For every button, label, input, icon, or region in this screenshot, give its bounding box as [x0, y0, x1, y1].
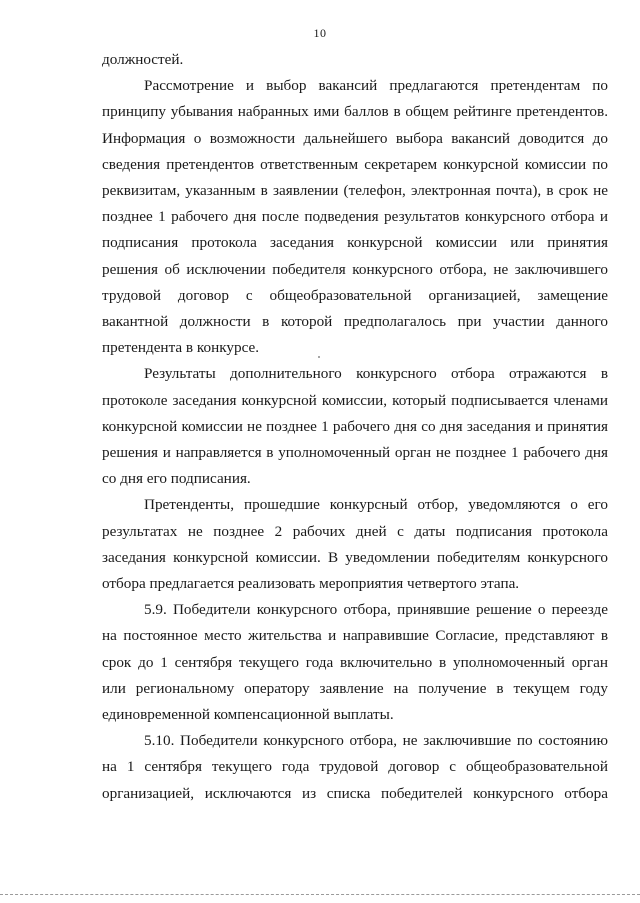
paragraph-notification: Претенденты, прошедшие конкурсный отбор, уведомляются о его результатах не позднее 2 рабочих дней с даты подписания протокола заседания конкурсной комиссии. В уведомлении победителям конкурсного отбора предлагается реализовать мероприятия четвертого этапа. — [102, 496, 608, 593]
page-number: 10 — [313, 26, 327, 40]
scan-speck — [318, 356, 320, 358]
paragraph-vacancy-selection: Рассмотрение и выбор вакансий предлагаются претендентам по принципу убывания набранных ими баллов в общем рейтинге претендентов. Информация о возможности дальнейшего выбора вакансий доводится до сведения претендентов ответственным секретарем конкурсной комиссии по реквизитам, указанным в заявлении (телефон, электронная почта), в срок не позднее 1 рабочего дня после подведения результатов конкурсного отбора и подписания протокола заседания конкурсной комиссии или принятия решения об исключении победителя конкурсного отбора, не заключившего трудовой договор с общеобразовательной организацией, замещение вакантной должности в которой предполагалось при участии данного претендента в конкурсе. — [102, 77, 608, 357]
paragraph-clause-5-9: 5.9. Победители конкурсного отбора, принявшие решение о переезде на постоянное место жительства и направившие Согласие, представляют в срок до 1 сентября текущего года включительно в уполномоченный орган или региональному оператору заявление на получение в текущем году единовременной компенсационной выплаты. — [102, 601, 608, 724]
page-bottom-edge — [0, 894, 640, 896]
paragraph-continuation: должностей. — [102, 51, 184, 68]
paragraph-additional-selection-results: Результаты дополнительного конкурсного отбора отражаются в протоколе заседания конкурсной комиссии, который подписывается членами конкурсной комиссии не позднее 1 рабочего дня со дня заседания и принятия решения и направляется в уполномоченный орган не позднее 1 рабочего дня со дня его подписания. — [102, 365, 608, 488]
document-body — [102, 47, 608, 807]
paragraph-clause-5-10: 5.10. Победители конкурсного отбора, не заключившие по состоянию на 1 сентября текущего года трудовой договор с общеобразовательной организацией, исключаются из списка победителей конкурсного отбора — [102, 732, 608, 802]
